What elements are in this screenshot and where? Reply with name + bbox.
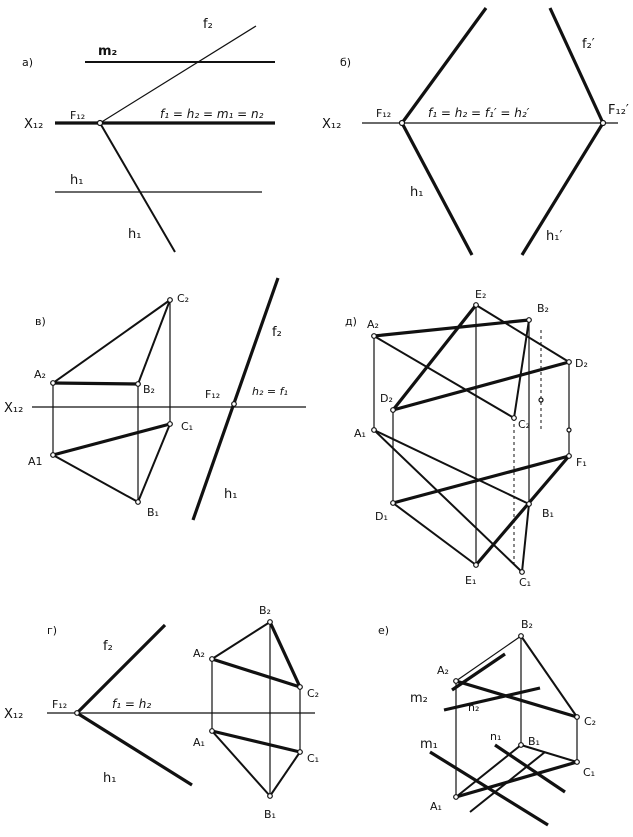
- label-axis: X₁₂: [24, 117, 44, 132]
- point-d2b-d: [391, 408, 396, 413]
- edge-a2b2-e: [456, 636, 521, 681]
- point-a1-g: [210, 729, 215, 734]
- point-a2-d: [372, 334, 377, 339]
- edge-a1c1-g: [212, 731, 300, 752]
- point-c1: [168, 422, 173, 427]
- label-b1-v: B₁: [147, 506, 159, 519]
- label-h1-v: h₁: [224, 487, 238, 502]
- panel-g: [4, 604, 319, 821]
- point-f12p-b: [601, 121, 606, 126]
- label-a1-v: A1: [28, 455, 43, 468]
- label-a1-e: A₁: [430, 800, 442, 813]
- label-f2: f₂: [203, 17, 213, 32]
- label-f2p-b: f₂′: [582, 37, 595, 52]
- point-e2-d: [474, 303, 479, 308]
- point-d2-d: [567, 360, 572, 365]
- equation-a: f₁ = h₂ = m₁ = n₂: [160, 107, 264, 121]
- label-b2-e: B₂: [521, 618, 533, 631]
- label-c2-v: C₂: [177, 292, 190, 305]
- label-a2-g: A₂: [193, 647, 205, 660]
- edge-a2c2: [53, 300, 170, 383]
- label-b2-g: B₂: [259, 604, 271, 617]
- label-h1-bottom: h₁: [128, 227, 142, 242]
- label-d2-d: D₂: [575, 357, 588, 370]
- point-b2-g: [268, 620, 273, 625]
- label-b2-d: B₂: [537, 302, 549, 315]
- point-mark1-d: [539, 398, 543, 402]
- edge-a2b2-g: [212, 622, 270, 659]
- label-n2-e: n₂: [468, 701, 480, 714]
- edge-b2c2: [138, 300, 170, 384]
- point-b1-d: [527, 502, 532, 507]
- point-f12-b: [400, 121, 405, 126]
- edge-d2f2-d: [393, 362, 569, 410]
- point-a1-d: [372, 428, 377, 433]
- edge-e2f2-d: [476, 305, 569, 362]
- label-b1-d: B₁: [542, 507, 554, 520]
- point-e1-d: [474, 563, 479, 568]
- label-a2-e: A₂: [437, 664, 449, 677]
- point-b2-e: [519, 634, 524, 639]
- label-f12-g: F₁₂: [52, 698, 68, 711]
- label-c1-d: C₁: [519, 576, 532, 589]
- label-d1-d: D₁: [375, 510, 388, 523]
- label-f12-v: F₁₂: [205, 388, 221, 401]
- label-axis-v: X₁₂: [4, 401, 24, 416]
- point-d1-d: [391, 501, 396, 506]
- equation-b: f₁ = h₂ = f₁′ = h₂′: [428, 106, 530, 120]
- label-h1-g: h₁: [103, 771, 117, 786]
- label-a2-v: A₂: [34, 368, 46, 381]
- panel-b: [322, 8, 629, 255]
- label-a1-g: A₁: [193, 736, 205, 749]
- point-f12-g: [75, 711, 80, 716]
- point-a1-e: [454, 795, 459, 800]
- line-n2-e: [452, 654, 505, 690]
- point-b2: [136, 382, 141, 387]
- point-b1-g: [268, 794, 273, 799]
- point-b1: [136, 500, 141, 505]
- edge-b2c2-e: [521, 636, 577, 717]
- edge-b1c1-d: [522, 504, 529, 572]
- edge-a2b2: [53, 383, 138, 384]
- label-m2: m₂: [98, 44, 118, 59]
- label-a2-d: A₂: [367, 318, 379, 331]
- label-d2b-d: D₂: [380, 392, 393, 405]
- edge-a1b1: [53, 455, 138, 502]
- panel-v-tag: в): [35, 315, 46, 328]
- label-f1-d: F₁: [576, 456, 587, 469]
- point-a2: [51, 381, 56, 386]
- label-b2-v: B₂: [143, 383, 155, 396]
- edge-a2c2-g: [212, 659, 300, 687]
- label-f2-v: f₂: [272, 325, 282, 340]
- label-c2-g: C₂: [307, 687, 320, 700]
- line-h1p-b: [522, 123, 603, 255]
- point-a2-g: [210, 657, 215, 662]
- label-m1-e: m₁: [420, 737, 438, 752]
- edge-a1b1-d: [374, 430, 529, 504]
- label-c2-d: C₂: [518, 418, 531, 431]
- label-b1-e: B₁: [528, 735, 540, 748]
- point-a2-e: [454, 679, 459, 684]
- panel-a: [22, 17, 275, 252]
- equation-g: f₁ = h₂: [112, 697, 152, 711]
- label-c1-v: C₁: [181, 420, 194, 433]
- edge-a1b1-g: [212, 731, 270, 796]
- point-c1-d: [520, 570, 525, 575]
- label-eq-v: h₂ = f₁: [252, 385, 288, 398]
- label-b1-g: B₁: [264, 808, 276, 821]
- label-c1-g: C₁: [307, 752, 320, 765]
- line-h1-g: [77, 713, 192, 785]
- point-c2-g: [298, 685, 303, 690]
- point-mark2-d: [567, 428, 571, 432]
- label-h1-b: h₁: [410, 185, 424, 200]
- panel-g-tag: г): [47, 624, 58, 637]
- edge-e1f1-d: [476, 456, 569, 565]
- label-f2-g: f₂: [103, 639, 113, 654]
- point-a1: [51, 453, 56, 458]
- point-c2-e: [575, 715, 580, 720]
- edge-e2d2-d: [393, 305, 476, 410]
- panel-d-tag: д): [345, 315, 357, 328]
- edge-b2c2-d: [514, 320, 529, 418]
- label-e1-d: E₁: [465, 574, 477, 587]
- label-e2-d: E₂: [475, 288, 487, 301]
- point-f12-v: [232, 402, 237, 407]
- label-m2-e: m₂: [410, 691, 428, 706]
- label-c2-e: C₂: [584, 715, 597, 728]
- point-c2-d: [512, 416, 517, 421]
- panel-e: [378, 618, 596, 825]
- edge-b1c1-g: [270, 752, 300, 796]
- label-f12: F₁₂: [70, 109, 86, 122]
- panel-e-tag: е): [378, 624, 390, 637]
- edge-a1c1: [53, 424, 170, 455]
- panel-a-tag: а): [22, 56, 34, 69]
- label-axis-b: X₁₂: [322, 117, 342, 132]
- label-h1p-b: h₁′: [546, 229, 563, 244]
- point-b1-e: [519, 743, 524, 748]
- point-c2: [168, 298, 173, 303]
- label-c1-e: C₁: [583, 766, 596, 779]
- label-n1-e: n₁: [490, 730, 502, 743]
- point-f12: [98, 121, 103, 126]
- point-c1-g: [298, 750, 303, 755]
- edge-d1f1-d: [393, 456, 569, 503]
- point-f1-d: [567, 454, 572, 459]
- edge-d1e1-d: [393, 503, 476, 565]
- edge-b1c1: [138, 424, 170, 502]
- panel-d: [345, 288, 588, 589]
- label-a1-d: A₁: [354, 427, 366, 440]
- panel-b-tag: б): [340, 56, 352, 69]
- point-c1-e: [575, 760, 580, 765]
- panel-v: [4, 278, 306, 520]
- label-h1-top: h₁: [70, 173, 84, 188]
- point-b2-d: [527, 318, 532, 323]
- label-f12p-b: F₁₂′: [608, 103, 629, 118]
- label-f12-b: F₁₂: [376, 107, 392, 120]
- line-f2p-b: [550, 8, 603, 123]
- label-axis-g: X₁₂: [4, 707, 24, 722]
